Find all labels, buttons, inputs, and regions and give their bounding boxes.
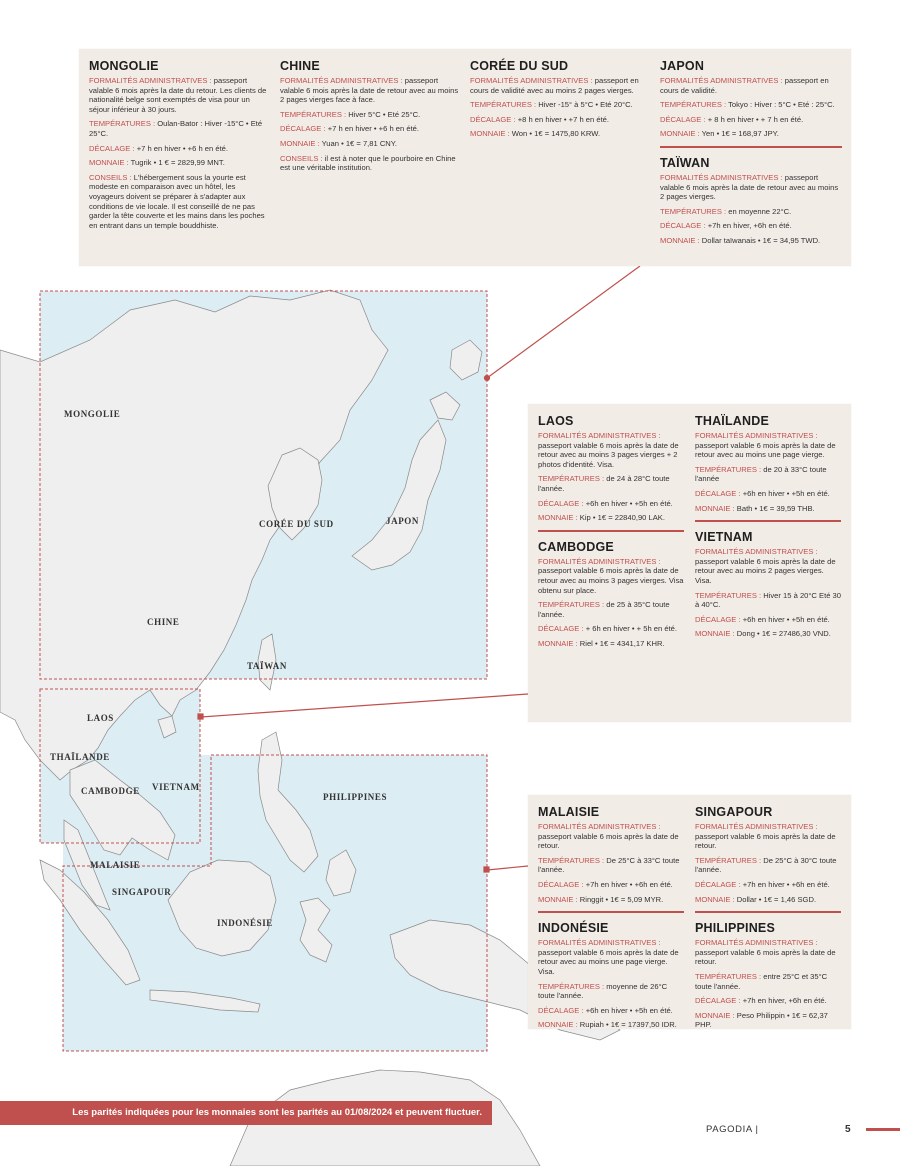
country-laos-cambodge xyxy=(538,414,684,654)
info-decalage xyxy=(660,221,842,231)
info-label: FORMALITÉS ADMINISTRATIVES : xyxy=(695,938,818,948)
info-text: de 25 à 35°C toute l'année. xyxy=(538,600,670,619)
info-monnaie xyxy=(695,629,841,639)
info-formalites xyxy=(470,76,650,95)
info-temperatures xyxy=(538,474,684,493)
map-label-philippines: PHILIPPINES xyxy=(323,792,388,802)
info-temperatures xyxy=(538,982,684,1001)
country-title: CHINE xyxy=(280,59,320,73)
map-label-laos: LAOS xyxy=(87,713,114,723)
info-formalites xyxy=(538,822,684,851)
info-label: DÉCALAGE : xyxy=(280,124,326,134)
country-title: MALAISIE xyxy=(538,805,600,819)
info-label: MONNAIE : xyxy=(280,138,320,148)
info-label: MONNAIE : xyxy=(695,1010,735,1020)
info-text: Tugrik • 1 € = 2829,99 MNT. xyxy=(128,158,225,168)
info-text: passeport valable 6 mois après la date du retour. Les clients de nationalité belge sont exemptés de visa pour un séjour inférieur à 30 jours. xyxy=(89,76,267,114)
map-label-indonesie: INDONÉSIE xyxy=(217,918,273,928)
info-text: Dollar • 1€ = 1,46 SGD. xyxy=(734,894,817,904)
info-label: MONNAIE : xyxy=(470,129,510,139)
info-label: FORMALITÉS ADMINISTRATIVES : xyxy=(538,822,661,831)
info-text: Hiver 5°C • Eté 25°C. xyxy=(346,109,421,119)
info-text: Peso Philippin • 1€ = 62,37 PHP. xyxy=(695,1010,828,1030)
info-text: De 25°C à 30°C toute l'année. xyxy=(695,855,837,875)
info-text: passeport valable 6 mois après la date de retour avec au moins 3 pages vierges + 2 photos d'identité. Visa. xyxy=(538,440,679,469)
country-mongolie xyxy=(89,59,269,235)
info-formalites xyxy=(538,938,684,976)
connector-dot-south xyxy=(484,867,489,872)
info-monnaie xyxy=(470,129,650,139)
info-text: Rupiah • 1€ = 17397,50 IDR. xyxy=(577,1020,677,1030)
info-text: +7h en hiver, +6h en été. xyxy=(740,996,827,1006)
info-text: +6h en hiver • +5h en été. xyxy=(583,498,673,508)
info-text: +7h en hiver, +6h en été. xyxy=(705,221,792,231)
country-title: JAPON xyxy=(660,59,705,73)
map-label-cambodge: CAMBODGE xyxy=(81,786,140,796)
info-label: FORMALITÉS ADMINISTRATIVES : xyxy=(538,431,661,440)
info-label: FORMALITÉS ADMINISTRATIVES : xyxy=(660,76,783,85)
info-text: passeport valable 6 mois après la date de retour avec au moins 2 pages vierges. xyxy=(660,172,839,202)
info-text: passeport valable 6 mois après la date de retour avec au moins une page vierge. xyxy=(695,440,836,460)
info-monnaie xyxy=(538,1020,684,1030)
info-label: DÉCALAGE : xyxy=(695,614,741,624)
country-chine xyxy=(280,59,462,178)
brand-name: PAGODIA | xyxy=(706,1124,759,1135)
info-monnaie xyxy=(89,158,269,168)
connector-indochina xyxy=(201,694,528,717)
map-label-coree: CORÉE DU SUD xyxy=(259,519,334,529)
info-formalites xyxy=(695,938,841,967)
info-conseils xyxy=(89,173,269,231)
info-decalage xyxy=(695,996,841,1006)
country-japon-taiwan xyxy=(660,59,842,251)
info-formalites xyxy=(538,431,684,469)
info-text: + 6h en hiver • + 5h en été. xyxy=(583,624,678,634)
connector-north xyxy=(487,266,640,378)
info-label: TEMPÉRATURES : xyxy=(470,100,537,110)
info-text: il est à noter que le pourboire en Chine est une véritable institution. xyxy=(280,153,456,173)
info-label: FORMALITÉS ADMINISTRATIVES : xyxy=(695,822,818,831)
info-monnaie xyxy=(280,139,462,149)
panel-north-asia xyxy=(79,49,851,266)
panel-southeast-asia xyxy=(528,795,851,1029)
info-decalage xyxy=(470,115,650,125)
info-decalage xyxy=(695,489,841,499)
info-label: TEMPÉRATURES : xyxy=(695,464,762,474)
info-label: MONNAIE : xyxy=(538,513,578,523)
info-temperatures xyxy=(660,207,842,217)
info-text: Bath • 1€ = 39,59 THB. xyxy=(734,503,815,513)
info-text: +6h en hiver • +5h en été. xyxy=(583,1005,673,1015)
map-label-vietnam: VIETNAM xyxy=(152,782,200,792)
map-label-japon: JAPON xyxy=(386,516,419,526)
connector-dot-indochina xyxy=(198,714,203,719)
connector-dot-north xyxy=(485,376,490,381)
info-text: en moyenne 22°C. xyxy=(726,206,792,216)
info-formalites xyxy=(538,557,684,595)
info-monnaie xyxy=(660,236,842,246)
info-label: FORMALITÉS ADMINISTRATIVES : xyxy=(280,76,403,85)
country-title: PHILIPPINES xyxy=(695,921,775,936)
info-text: passeport en cours de validité. xyxy=(660,76,829,95)
info-label: TEMPÉRATURES : xyxy=(89,119,156,129)
info-text: passeport valable 6 mois après la date de retour. xyxy=(695,831,836,851)
info-label: TEMPÉRATURES : xyxy=(695,855,762,865)
info-label: MONNAIE : xyxy=(695,629,735,639)
info-label: MONNAIE : xyxy=(660,235,700,245)
info-text: passeport en cours de validité avec au moins 2 pages vierges. xyxy=(470,76,639,95)
info-formalites xyxy=(89,76,269,114)
info-label: MONNAIE : xyxy=(89,158,129,168)
info-decalage xyxy=(695,615,841,625)
info-formalites xyxy=(280,76,462,105)
info-formalites xyxy=(695,547,841,585)
country-title: CAMBODGE xyxy=(538,539,614,554)
info-label: DÉCALAGE : xyxy=(89,143,135,153)
info-label: MONNAIE : xyxy=(660,129,700,139)
info-label: TEMPÉRATURES : xyxy=(538,981,605,991)
info-text: de 20 à 33°C toute l'année xyxy=(695,464,827,484)
info-label: TEMPÉRATURES : xyxy=(695,971,762,981)
info-label: DÉCALAGE : xyxy=(538,879,584,889)
info-decalage xyxy=(660,115,842,125)
info-formalites xyxy=(695,822,841,851)
separator xyxy=(538,530,684,532)
info-text: +7h en hiver • +6h en été. xyxy=(583,879,673,889)
info-label: TEMPÉRATURES : xyxy=(280,109,347,119)
info-label: DÉCALAGE : xyxy=(538,624,584,634)
info-label: FORMALITÉS ADMINISTRATIVES : xyxy=(470,76,593,85)
map-label-malaisie: MALAISIE xyxy=(90,860,141,870)
info-text: passeport valable 6 mois après la date de retour. xyxy=(695,947,836,967)
info-label: FORMALITÉS ADMINISTRATIVES : xyxy=(695,431,818,440)
info-label: FORMALITÉS ADMINISTRATIVES : xyxy=(660,172,783,182)
info-temperatures xyxy=(538,856,684,875)
info-label: MONNAIE : xyxy=(538,638,578,648)
info-text: entre 25°C et 35°C toute l'année. xyxy=(695,971,828,991)
page-number: 5 xyxy=(845,1124,851,1135)
info-label: TEMPÉRATURES : xyxy=(538,474,605,484)
info-label: MONNAIE : xyxy=(695,894,735,904)
info-label: CONSEILS : xyxy=(89,172,132,182)
info-text: +7 h en hiver • +6 h en été. xyxy=(134,143,229,153)
info-monnaie xyxy=(660,129,842,139)
info-monnaie xyxy=(538,513,684,523)
info-decalage xyxy=(538,1006,684,1016)
info-label: DÉCALAGE : xyxy=(538,498,584,508)
connector-south xyxy=(487,866,528,870)
info-monnaie xyxy=(695,504,841,514)
country-singapour-philippines xyxy=(695,805,841,1035)
info-monnaie xyxy=(695,1011,841,1030)
info-monnaie xyxy=(538,895,684,905)
info-label: DÉCALAGE : xyxy=(470,114,516,124)
separator xyxy=(538,911,684,913)
info-label: CONSEILS : xyxy=(280,153,323,163)
info-text: Hiver -15° à 5°C • Eté 20°C. xyxy=(536,100,633,110)
info-text: passeport valable 6 mois après la date de retour avec au moins 3 pages vierges. Visa obtenu sur place. xyxy=(538,566,684,595)
info-formalites xyxy=(660,173,842,202)
info-text: + 8 h en hiver • + 7 h en été. xyxy=(705,114,804,124)
info-label: MONNAIE : xyxy=(695,503,735,513)
info-label: DÉCALAGE : xyxy=(695,996,741,1006)
info-text: passeport valable 6 mois après la date de retour avec au moins une page vierge. Visa. xyxy=(538,947,679,976)
info-text: passeport valable 6 mois après la date de retour. xyxy=(538,831,679,851)
info-text: moyenne de 26°C toute l'année. xyxy=(538,981,668,1001)
info-decalage xyxy=(538,624,684,634)
info-label: FORMALITÉS ADMINISTRATIVES : xyxy=(695,547,818,557)
info-temperatures xyxy=(660,100,842,110)
country-title: LAOS xyxy=(538,414,574,428)
map-label-thailande: THAÏLANDE xyxy=(50,752,110,762)
country-thailande-vietnam xyxy=(695,414,841,644)
info-text: passeport valable 6 mois après la date de retour avec au moins 2 pages vierges. Visa. xyxy=(695,556,836,585)
info-temperatures xyxy=(695,591,841,610)
info-label: FORMALITÉS ADMINISTRATIVES : xyxy=(89,76,212,85)
country-coree-du-sud xyxy=(470,59,650,144)
country-title: THAÏLANDE xyxy=(695,414,770,428)
panel-indochina xyxy=(528,404,851,722)
info-text: passeport valable 6 mois après la date de retour avec au moins 2 pages vierges face à face. xyxy=(280,76,459,105)
map-label-singapour: SINGAPOUR xyxy=(112,887,172,897)
info-text: L'hébergement sous la yourte est modeste en comparaison avec un hôtel, les voyageurs doivent se préparer à s'adapter aux conditions de vie locale. Il est conseillé de ne pas garder la tête couverte et les mains dans les poches en entrant dans un temple bouddhiste. xyxy=(89,172,265,230)
info-text: Tokyo : Hiver : 5°C • Eté : 25°C. xyxy=(726,100,835,110)
info-label: DÉCALAGE : xyxy=(660,114,706,124)
map-label-chine: CHINE xyxy=(147,617,180,627)
separator xyxy=(695,911,841,913)
info-text: Kip • 1€ = 22840,90 LAK. xyxy=(577,513,665,523)
country-malaisie-indonesie xyxy=(538,805,684,1035)
info-decalage xyxy=(89,144,269,154)
info-text: Yen • 1€ = 168,97 JPY. xyxy=(699,129,779,139)
info-label: DÉCALAGE : xyxy=(538,1005,584,1015)
info-label: TEMPÉRATURES : xyxy=(538,600,605,610)
info-decalage xyxy=(280,124,462,134)
info-label: DÉCALAGE : xyxy=(695,488,741,498)
info-label: FORMALITÉS ADMINISTRATIVES : xyxy=(538,938,661,948)
map-label-taiwan: TAÏWAN xyxy=(247,661,287,671)
info-text: +6h en hiver • +5h en été. xyxy=(740,488,830,498)
info-temperatures xyxy=(470,100,650,110)
info-formalites xyxy=(695,431,841,460)
separator xyxy=(660,146,842,148)
info-text: Ringgit • 1€ = 5,09 MYR. xyxy=(577,894,664,904)
map-label-mongolie: MONGOLIE xyxy=(64,409,121,419)
info-monnaie xyxy=(538,639,684,649)
info-label: TEMPÉRATURES : xyxy=(538,855,605,865)
info-label: MONNAIE : xyxy=(538,1020,578,1030)
info-label: MONNAIE : xyxy=(538,894,578,904)
info-text: Riel • 1€ = 4341,17 KHR. xyxy=(577,638,665,648)
info-decalage xyxy=(538,880,684,890)
info-label: TEMPÉRATURES : xyxy=(660,206,727,216)
country-title: CORÉE DU SUD xyxy=(470,59,569,73)
info-text: Yuan • 1€ = 7,81 CNY. xyxy=(319,138,397,148)
info-text: +6h en hiver • +5h en été. xyxy=(740,614,830,624)
country-title: SINGAPOUR xyxy=(695,805,773,819)
info-text: Oulan-Bator : Hiver -15°C • Eté 25°C. xyxy=(89,119,263,138)
info-text: De 25°C à 33°C toute l'année. xyxy=(538,855,680,875)
info-decalage xyxy=(695,880,841,890)
footer-rule xyxy=(866,1128,900,1131)
info-text: Hiver 15 à 20°C Eté 30 à 40°C. xyxy=(695,590,841,610)
info-text: +7 h en hiver • +6 h en été. xyxy=(325,124,420,134)
info-temperatures xyxy=(695,972,841,991)
info-text: +8 h en hiver • +7 h en été. xyxy=(515,114,610,124)
country-title: TAÏWAN xyxy=(660,155,710,170)
country-title: INDONÉSIE xyxy=(538,921,609,936)
info-label: DÉCALAGE : xyxy=(660,221,706,231)
info-temperatures xyxy=(89,119,269,138)
country-title: VIETNAM xyxy=(695,530,753,545)
info-temperatures xyxy=(695,465,841,484)
info-monnaie xyxy=(695,895,841,905)
info-temperatures xyxy=(695,856,841,875)
info-decalage xyxy=(538,499,684,509)
info-text: de 24 à 28°C toute l'année. xyxy=(538,474,670,493)
currency-notice: Les parités indiquées pour les monnaies sont les parités au 01/08/2024 et peuvent fluctuer. xyxy=(0,1101,492,1125)
info-label: DÉCALAGE : xyxy=(695,879,741,889)
info-conseils xyxy=(280,154,462,173)
info-label: TEMPÉRATURES : xyxy=(660,100,727,110)
info-label: FORMALITÉS ADMINISTRATIVES : xyxy=(538,556,661,566)
info-formalites xyxy=(660,76,842,95)
separator xyxy=(695,520,841,522)
info-temperatures xyxy=(538,600,684,619)
info-temperatures xyxy=(280,110,462,120)
info-text: Dollar taïwanais • 1€ = 34,95 TWD. xyxy=(699,235,821,245)
country-title: MONGOLIE xyxy=(89,59,159,73)
info-text: Dong • 1€ = 27486,30 VND. xyxy=(734,629,831,639)
info-text: +7h en hiver • +6h en été. xyxy=(740,879,830,889)
info-text: Won • 1€ = 1475,80 KRW. xyxy=(509,129,601,139)
info-label: TEMPÉRATURES : xyxy=(695,590,762,600)
